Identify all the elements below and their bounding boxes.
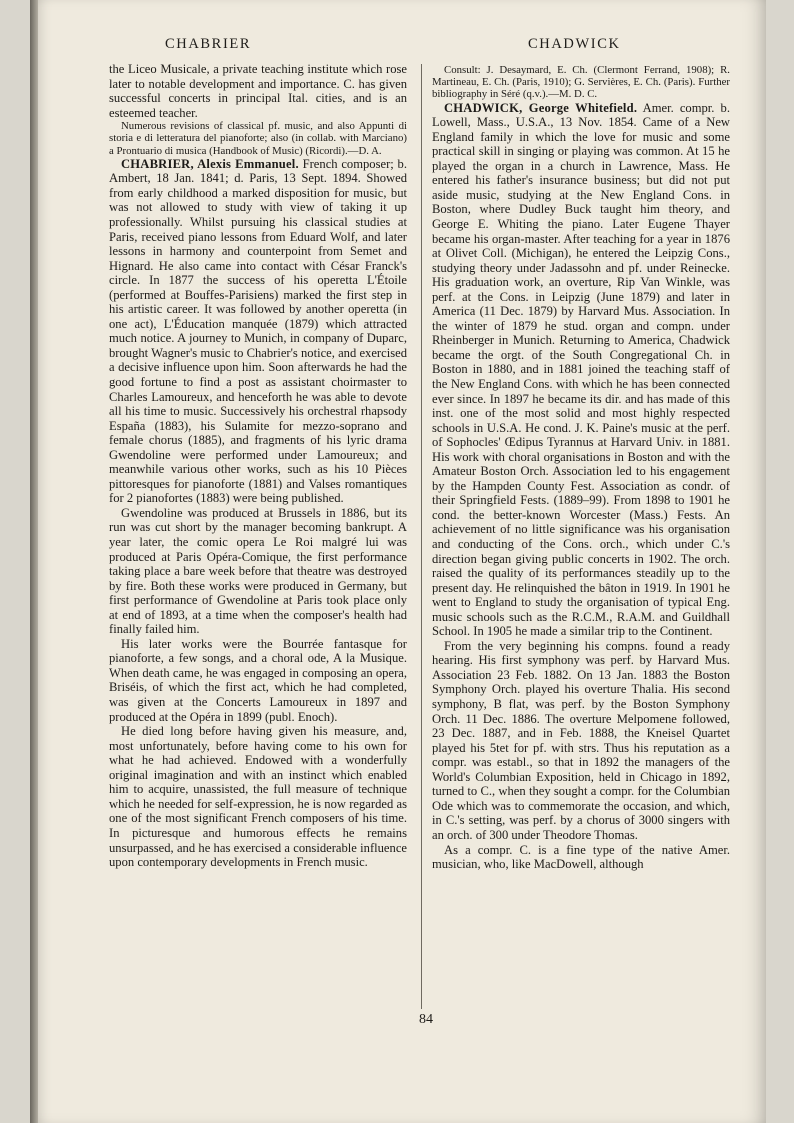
entry-text-chabrier: French composer; b. Ambert, 18 Jan. 1841; d. Paris, 13 Sept. 1894. Showed from early childhood a marked disposition for music, but was not allowed to study with view of taking it up professionally. Whilst pursuing his classical studies at Paris, received piano lessons from Eduard Wolf, and later lessons in harmony and counterpoint from Semet and Hignard. He also came into contact with César Franck's circle. In 1877 the success of his operetta L'Étoile (performed at Bouffes-Parisiens) marked the first step in his artistic career. It was followed by another operetta (in one act), L'Éducation manquée (1879) which attracted much notice. A journey to Munich, in company of Duparc, brought Wagner's music to Chabrier's notice, and exercised a decisive influence upon him. Soon afterwards he had the good fortune to find a post as assistant choirmaster to Charles Lamoureux, and henceforth he was able to devote all his time to music. Successively his orchestral rhapsody España (1883), his Sulamite for mezzo-soprano and female chorus (1885), and fragments of his lyric drama Gwendoline were performed under Lamoureux; and meanwhile various other works, such as his 10 Pièces pittoresques for pianoforte (1881) and Valses romantiques for 2 pianofortes (1883) were being published. — [109, 156, 407, 506]
paragraph-consult: Consult: J. Desaymard, E. Ch. (Clermont Ferrand, 1908); R. Martineau, E. Ch. (Paris, 1910); G. Servières, E. Ch. (Paris). Further bibliography in Séré (q.v.).—M. D. C. — [432, 64, 730, 101]
running-header-right: CHADWICK — [528, 36, 621, 52]
entry-title-chadwick: CHADWICK, George Whitefield. — [444, 100, 638, 115]
column-rule — [421, 64, 422, 1009]
entry-chabrier — [109, 157, 407, 506]
left-column — [109, 62, 407, 870]
page-number: 84 — [419, 1012, 433, 1027]
entry-chadwick — [432, 101, 730, 639]
paragraph-later-works: His later works were the Bourrée fantasque for pianoforte, a few songs, and a choral ode, A la Musique. When death came, he was engaged in composing an opera, Briséis, of which the first act, which he had completed, was given at the Concerts Lamoureux in 1897 and produced at the Opéra in 1899 (publ. Enoch). — [109, 636, 407, 724]
entry-text-chadwick: Amer. compr. b. Lowell, Mass., U.S.A., 13 Nov. 1854. Came of a New England family in which the love for music and some practical skill in singing or playing was common. At 15 he played the organ in a church in Lawrence, Mass. He entered his father's insurance business; but did not put aside music, studying at the New England Cons. in Boston, where Dudley Buck taught him theory, and George E. Whiting the piano. Later Eugene Thayer became his organ-master. After teaching for a year in 1876 at Olivet Coll. (Michigan), he entered the Leipzig Cons., studying theory under Jadassohn and pf. under Reinecke. His graduation work, an overture, Rip Van Winkle, was perf. at the Cons. in Leipzig (June 1879) and later in America (11 Dec. 1879) by Harvard Mus. Association. In the winter of 1879 he stud. organ and compn. under Rheinberger in Munich. Returning to America, Chadwick became the orgt. of the South Congregational Ch. in Boston in 1880, and in 1881 joined the teaching staff of the New England Cons. with which he has been connected ever since. In 1897 he became its dir. and has made of this inst. one of the most solid and most highly respected schools in U.S.A. He cond. J. K. Paine's music at the perf. of Sophocles' Œdipus Tyrannus at Harvard Univ. in 1881. His work with choral organisations in Boston and with the Amateur Boston Orch. Association led to his engagement by the Hampden County Fest. Association as condr. of their Springfield Fests. (1889–99). From 1898 to 1901 he cond. the better-known Worcester (Mass.) Fests. An achievement of no little significance was his organisation and conducting of the Cons. orch., which under C.'s direction began giving public concerts in 1902. The orch. raised the quality of its performances steadily up to the present day. He relinquished the bâton in 1919. In 1901 he went to England to study the organisation of typical Eng. music schools such as the R.C.M., R.A.M. and Guildhall School. In 1905 he made a similar trip to the Continent. — [432, 100, 730, 639]
paragraph-revisions: Numerous revisions of classical pf. music, and also Appunti di storia e di letteratura del pianoforte; also (in collab. with Marciano) a Prontuario di musica (Handbook of Music) (Ricordi).—D. A. — [109, 120, 407, 157]
paragraph-died: He died long before having given his measure, and, most unfortunately, before having come to his own for what he had achieved. Endowed with a wonderfully original imagination and with an instinct which enabled him to acquire, unassisted, the full measure of technique which he needed for self-expression, he is now regarded as one of the most significant French composers of his time. In picturesque and humorous effects he remains unsurpassed, and he has exercised a considerable influence upon contemporary developments in French music. — [109, 724, 407, 870]
paragraph-compositions: From the very beginning his compns. found a ready hearing. His first symphony was perf. by Harvard Mus. Association 23 Feb. 1882. On 13 Jan. 1883 the Boston Symphony Orch. played his overture Thalia. His second symphony, B flat, was perf. by the Boston Symphony Orch. 11 Dec. 1886. The overture Melpomene followed, 23 Dec. 1887, and in Feb. 1888, the Kneisel Quartet played his 5tet for pf. with strs. Thus his reputation as a compr. was establ., so that in 1892 the managers of the World's Columbian Exposition, held in Chicago in 1892, turned to C., when they sought a compr. for the Columbian Ode which was to commemorate the occasion, and which, in C.'s setting, was perf. by a chorus of 3000 singers with an orch. of 300 under Theodore Thomas. — [432, 638, 730, 842]
running-header-left: CHABRIER — [165, 36, 252, 52]
paragraph-native-musician: As a compr. C. is a fine type of the native Amer. musician, who, like MacDowell, although — [432, 842, 730, 872]
paragraph-gwendoline: Gwendoline was produced at Brussels in 1886, but its run was cut short by the manager becoming bankrupt. A year later, the comic opera Le Roi malgré lui was produced at Paris Opéra-Comique, the first performance taking place a bare week before that theatre was destroyed by fire. Both these works were produced in Germany, but first performance of Gwendoline at Paris took place only at end of 1893, at a time when the composer's health had finally failed him. — [109, 505, 407, 637]
right-column — [432, 64, 730, 872]
paragraph-liceo: the Liceo Musicale, a private teaching institute which rose later to notable development and importance. C. has given successful concerts in principal Ital. cities, and is an esteemed teacher. — [109, 62, 407, 120]
entry-title-chabrier: CHABRIER, Alexis Emmanuel. — [121, 156, 299, 171]
